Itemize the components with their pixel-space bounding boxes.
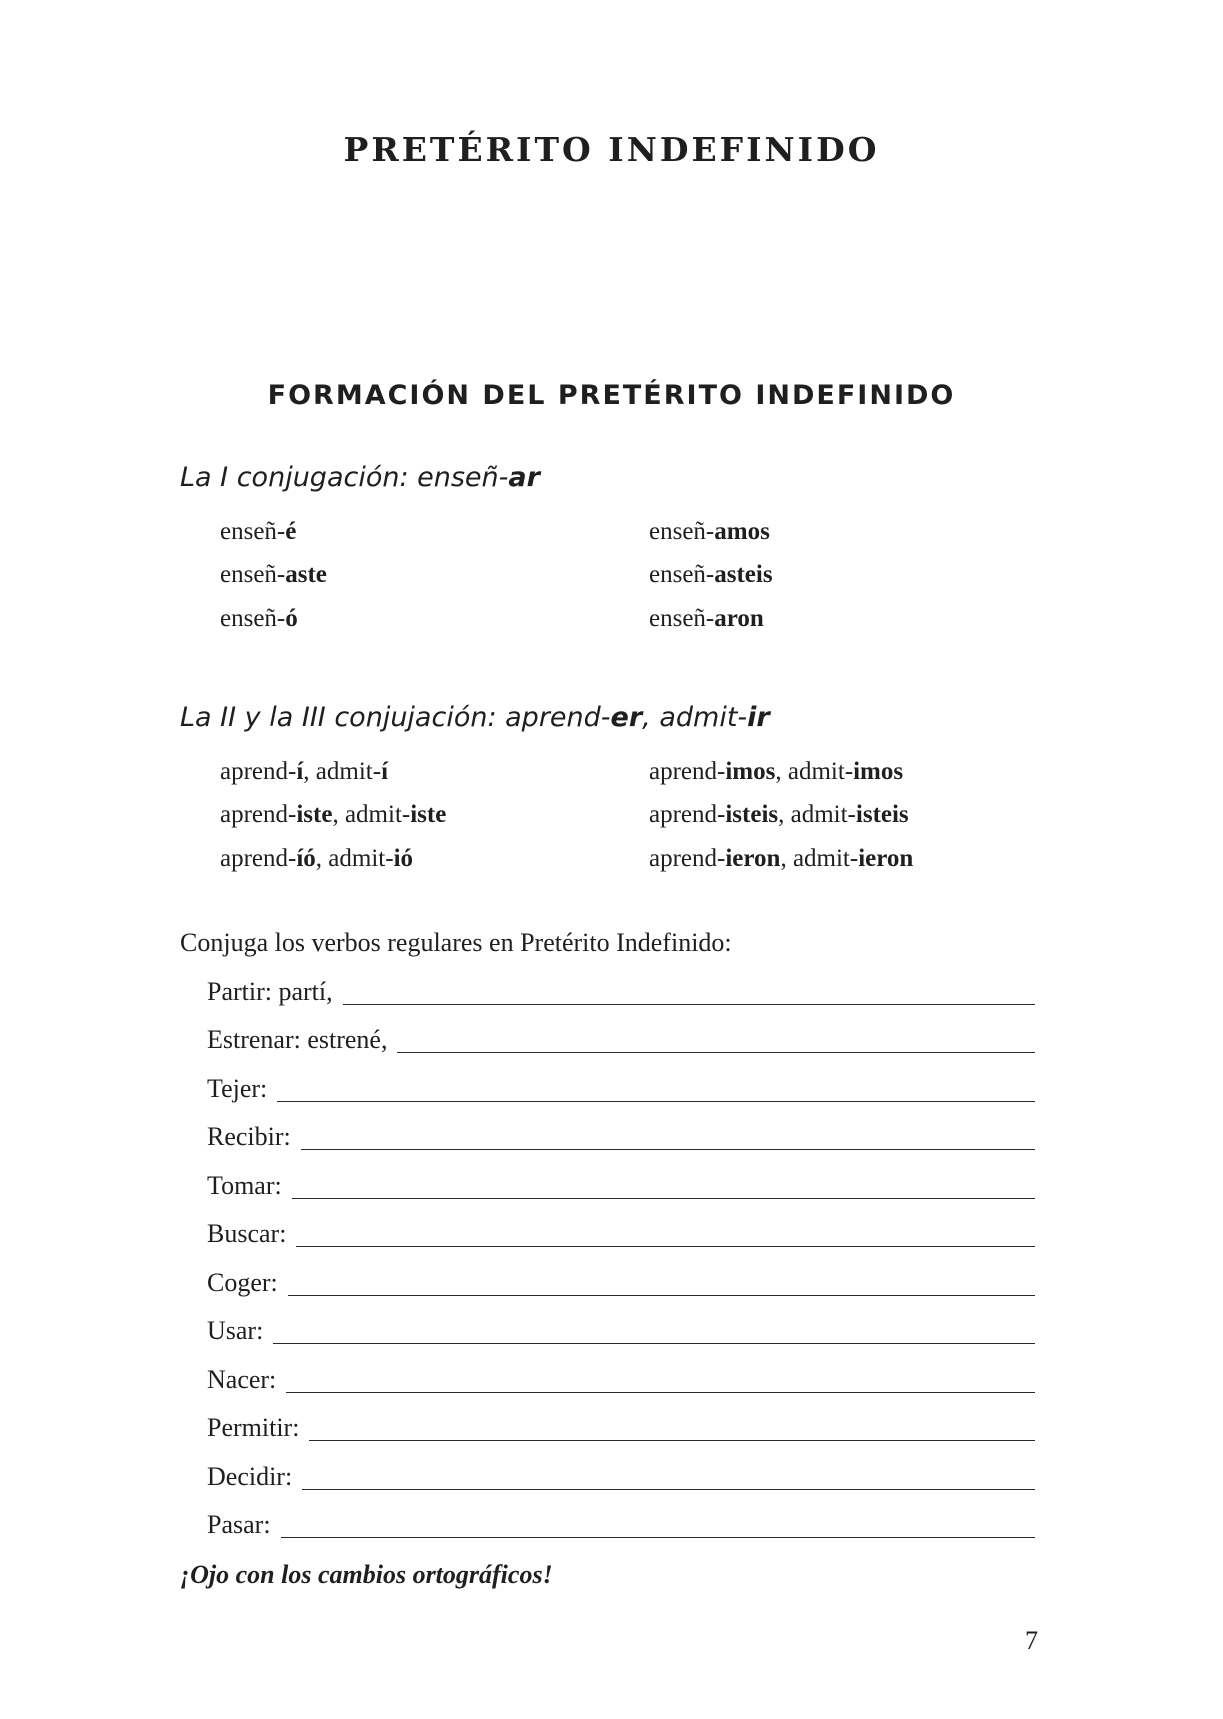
section-title: FORMACIÓN DEL PRETÉRITO INDEFINIDO <box>267 380 956 411</box>
ending: ió <box>393 845 414 872</box>
exercise-row-tomar <box>207 1153 1035 1201</box>
page-number: 7 <box>1025 1626 1038 1655</box>
verb-label: Decidir: <box>207 1462 293 1491</box>
conjugation-vosotros <box>649 801 909 829</box>
stem: , admit- <box>303 758 382 785</box>
stem: enseñ- <box>649 518 715 545</box>
conjugation-yo <box>220 758 388 786</box>
conjugation-ellos <box>649 845 913 873</box>
stem: enseñ- <box>220 518 286 545</box>
answer-blank[interactable] <box>277 1100 1035 1102</box>
exercise-row-buscar <box>207 1201 1035 1249</box>
exercise-row-usar <box>207 1298 1035 1346</box>
exercise-row-partir <box>207 959 1035 1007</box>
answer-blank[interactable] <box>296 1245 1035 1247</box>
answer-blank[interactable] <box>281 1536 1035 1538</box>
exercise-row-tejer <box>207 1056 1035 1104</box>
exercise-row-nacer <box>207 1347 1035 1395</box>
ending: iste <box>410 801 447 828</box>
verb-label: Estrenar: estrené, <box>207 1025 388 1054</box>
heading-ending: ir <box>747 702 770 733</box>
ending: ó <box>285 605 298 632</box>
ending: amos <box>714 518 770 545</box>
ending: í <box>296 758 304 785</box>
conjugation-tu <box>220 561 327 589</box>
conjugation-nosotros <box>649 518 770 546</box>
stem: aprend- <box>220 801 297 828</box>
heading-text: La I conjugación: enseñ- <box>180 462 509 493</box>
verb-label: Usar: <box>207 1316 264 1345</box>
ending: íó <box>296 845 316 872</box>
exercise-row-permitir <box>207 1395 1035 1443</box>
verb-label: Partir: partí, <box>207 977 333 1006</box>
ending: imos <box>725 758 776 785</box>
exercise-row-coger <box>207 1250 1035 1298</box>
stem: , admit- <box>775 758 854 785</box>
ending: ieron <box>725 845 781 872</box>
verb-label: Tejer: <box>207 1074 268 1103</box>
answer-blank[interactable] <box>292 1197 1035 1199</box>
ending: isteis <box>725 801 779 828</box>
exercise-row-estrenar <box>207 1007 1035 1055</box>
stem: aprend- <box>220 758 297 785</box>
verb-label: Tomar: <box>207 1171 282 1200</box>
heading-ending: er <box>610 702 643 733</box>
ending: í <box>381 758 389 785</box>
conjugation-nosotros <box>649 758 903 786</box>
verb-label: Coger: <box>207 1268 278 1297</box>
conjugation-vosotros <box>649 561 773 589</box>
stem: aprend- <box>649 758 726 785</box>
verb-label: Buscar: <box>207 1219 287 1248</box>
heading-ending: ar <box>508 462 540 493</box>
heading-text: La II y la III conjujación: aprend- <box>180 702 611 733</box>
answer-blank[interactable] <box>302 1488 1035 1490</box>
stem: aprend- <box>220 845 297 872</box>
answer-blank[interactable] <box>288 1294 1035 1296</box>
conjugation-el <box>220 845 413 873</box>
answer-blank[interactable] <box>397 1051 1035 1053</box>
conjugation-el <box>220 605 298 633</box>
first-conjugation-heading <box>180 462 540 493</box>
conjugation-ellos <box>649 605 764 633</box>
stem: enseñ- <box>220 605 286 632</box>
stem: aprend- <box>649 845 726 872</box>
answer-blank[interactable] <box>273 1342 1035 1344</box>
conjugation-yo <box>220 518 296 546</box>
ending: aste <box>285 561 327 588</box>
stem: aprend- <box>649 801 726 828</box>
exercise-row-decidir <box>207 1444 1035 1492</box>
ending: imos <box>853 758 904 785</box>
answer-blank[interactable] <box>286 1391 1035 1393</box>
verb-label: Recibir: <box>207 1122 291 1151</box>
ending: asteis <box>714 561 773 588</box>
page-title: PRETÉRITO INDEFINIDO <box>343 130 880 169</box>
spelling-warning: ¡Ojo con los cambios ortográficos! <box>180 1560 553 1589</box>
exercise-row-pasar <box>207 1492 1035 1540</box>
answer-blank[interactable] <box>301 1148 1035 1150</box>
ending: é <box>285 518 297 545</box>
exercise-row-recibir <box>207 1104 1035 1152</box>
stem: enseñ- <box>649 605 715 632</box>
stem: enseñ- <box>220 561 286 588</box>
ending: aron <box>714 605 764 632</box>
stem: , admit- <box>780 845 859 872</box>
verb-label: Nacer: <box>207 1365 277 1394</box>
exercise-instruction: Conjuga los verbos regulares en Pretérito Indefinido: <box>180 928 732 957</box>
conjugation-tu <box>220 801 446 829</box>
answer-blank[interactable] <box>309 1439 1035 1441</box>
ending: iste <box>296 801 333 828</box>
ending: ieron <box>858 845 914 872</box>
stem: , admit- <box>315 845 394 872</box>
verb-label: Permitir: <box>207 1413 300 1442</box>
heading-text: , admit- <box>642 702 748 733</box>
stem: enseñ- <box>649 561 715 588</box>
stem: , admit- <box>332 801 411 828</box>
stem: , admit- <box>778 801 856 828</box>
answer-blank[interactable] <box>343 1003 1035 1005</box>
verb-label: Pasar: <box>207 1510 271 1539</box>
second-third-conjugation-heading <box>180 702 770 733</box>
ending: isteis <box>855 801 909 828</box>
